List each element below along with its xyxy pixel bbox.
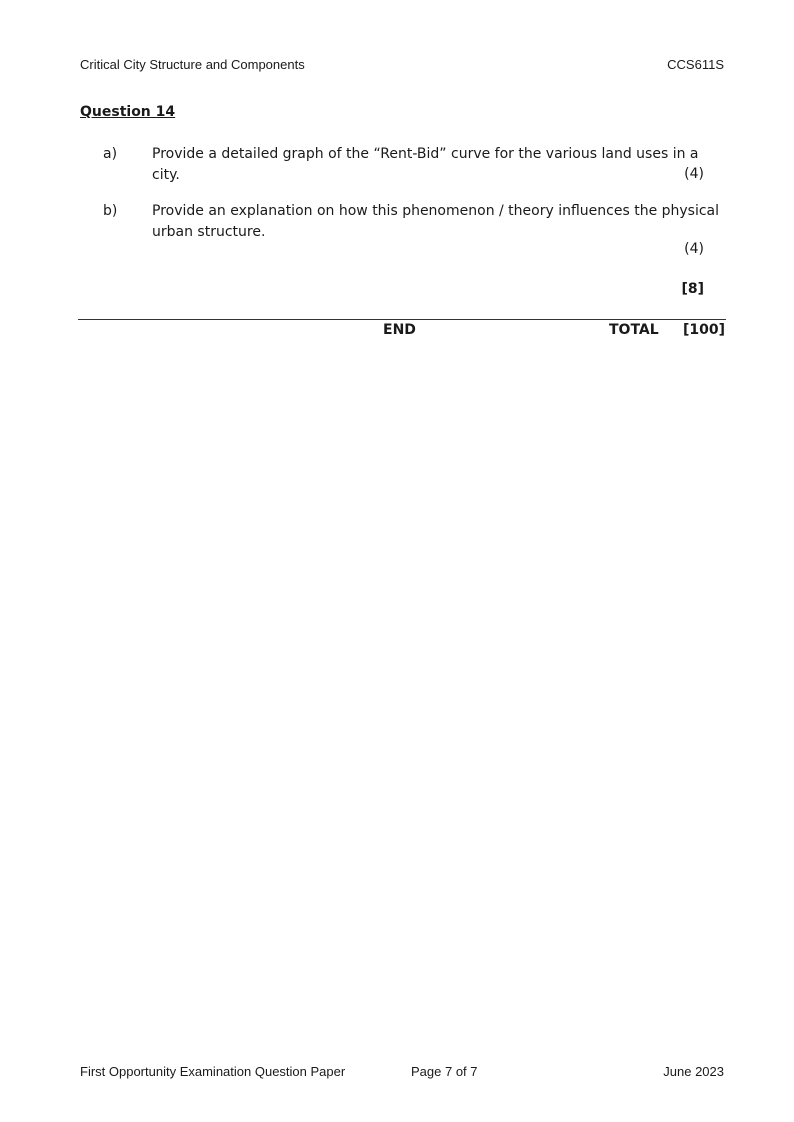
item-marks: (4) [684,241,704,257]
divider-line [78,319,726,320]
total-value: [100] [683,322,726,338]
question-subtotal: [8] [681,281,704,297]
course-title: Critical City Structure and Components [80,57,305,72]
page-number: Page 7 of 7 [411,1064,478,1079]
item-letter: b) [103,203,118,219]
end-label: END [383,322,416,338]
exam-date: June 2023 [663,1064,724,1079]
total-label: TOTAL [609,322,659,338]
item-marks: (4) [684,166,704,182]
item-text: Provide an explanation on how this phenomenon / theory influences the physical urban structure. [152,203,720,240]
course-code: CCS611S [667,57,724,72]
paper-name: First Opportunity Examination Question Paper [80,1064,346,1079]
item-text: Provide a detailed graph of the “Rent-Bid” curve for the various land uses in a city. [152,146,699,183]
item-letter: a) [103,146,118,162]
question-title: Question 14 [80,104,176,120]
